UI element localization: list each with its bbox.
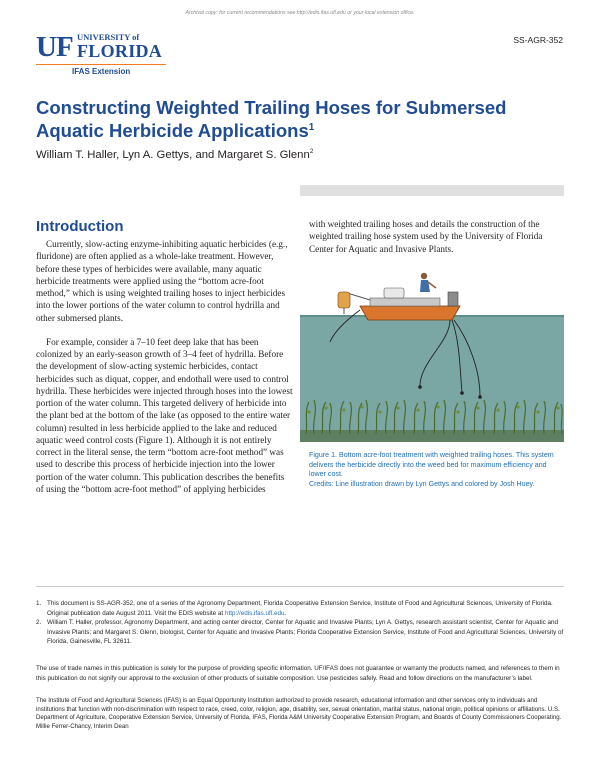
intro-paragraph-2-continued: with weighted trailing hoses and details the construction of the weighted trailing hose system used by the University of Florida Center for Aquatic and Invasive Plants. bbox=[309, 219, 543, 254]
figure-1-caption bbox=[309, 451, 559, 489]
archive-note: Archival copy: for current recommendations see http://edis.ifas.ufl.edu or your local extension office. bbox=[185, 10, 415, 16]
footnote-1-body bbox=[47, 599, 564, 618]
intro-right-column bbox=[309, 218, 567, 255]
footnote-separator bbox=[36, 586, 564, 587]
figure-boat-hull bbox=[360, 306, 460, 320]
authors bbox=[36, 148, 576, 161]
figure-outboard-motor bbox=[448, 292, 458, 306]
intro-left-column bbox=[36, 238, 294, 495]
footnote-1 bbox=[36, 599, 564, 618]
intro-paragraph-1: Currently, slow-acting enzyme-inhibiting aquatic herbicides (e.g., fluridone) are often applied as a whole-lake treatment. However, before these types of herbicides were available, many aquatic herbicide treatments were applied using the “bottom acre-foot method,” which is using weighted trailing hoses to inject herbicides into the lower portions of the water column to control hydrilla and other submersed plants. bbox=[36, 239, 288, 323]
figure-operator-head bbox=[421, 273, 427, 279]
footnote-1-number: 1. bbox=[36, 600, 42, 607]
header-divider-bar bbox=[300, 185, 564, 196]
figure-credits: Credits: Line illustration drawn by Lyn Gettys and colored by Josh Huey. bbox=[309, 479, 535, 488]
logo-university-of: UNIVERSITY of bbox=[77, 32, 140, 42]
figure-caption-text: Figure 1. Bottom acre-foot treatment with weighted trailing hoses. This system delivers the herbicide directly into the weed bed for maximum efficiency and lower cost. bbox=[309, 451, 554, 479]
footnote-2 bbox=[36, 618, 564, 647]
logo-rule bbox=[36, 64, 166, 65]
figure-boat-deck bbox=[370, 298, 440, 306]
edis-link[interactable]: http://edis.ifas.ufl.edu bbox=[224, 609, 285, 617]
title-footnote-ref[interactable]: 1 bbox=[308, 121, 315, 133]
logo-ifas-extension: IFAS Extension bbox=[72, 67, 131, 76]
trade-names-disclaimer: The use of trade names in this publication is solely for the purpose of providing specific information. UF/IFAS does not guarantee or warranty the products named, and references to them in this publication do not signify our approval to the exclusion of other products of suitable composition. Use pesticides safely. Read and follow directions on the manufacturer’s label. bbox=[36, 665, 560, 682]
figure-boom-bucket bbox=[338, 292, 350, 308]
figure-lake-bottom bbox=[300, 430, 564, 442]
logo-uf-mark: UF bbox=[36, 31, 73, 63]
authors-footnote-ref[interactable]: 2 bbox=[309, 148, 314, 155]
authors-text: William T. Haller, Lyn A. Gettys, and Margaret S. Glenn bbox=[36, 148, 310, 161]
article-title bbox=[36, 96, 576, 142]
footnote-2-number: 2. bbox=[36, 619, 42, 626]
footnote-2-text: William T. Haller, professor, Agronomy Department, and acting center director, Center for Aquatic and Invasive Plants; Lyn A. Gettys, research assistant scientist, Center for Aquatic and Invasive Plants; and Margaret S. Glenn, biologist, Center for Aquatic and Invasive Plants; Florida Cooperative Extension Service, Institute of Food and Agricultural Sciences, University of Florida, Gainesville, FL 32611. bbox=[47, 619, 564, 645]
title-text: Constructing Weighted Trailing Hoses for Submersed Aquatic Herbicide Applications bbox=[36, 97, 507, 141]
publication-number: SS-AGR-352 bbox=[513, 35, 563, 45]
introduction-heading: Introduction bbox=[36, 218, 124, 235]
intro-paragraph-2: For example, consider a 7–10 feet deep lake that has been colonized by an early-season growth of 3–4 feet of hydrilla. Before the development of slow-acting systemic herbicides, contact herbicides such as diquat, copper, and endothall were used to control hydrilla. These herbicides were injected through hoses into the lowest portion of the water column. This targeted delivery of herbicide into the plant bed at the bottom of the lake (as opposed to the entire water column) resulted in less herbicide applied to the lake and reduced aquatic weed control costs (Figure 1). Although it is not entirely correct in the literal sense, the term “bottom acre-foot method” was used to describe this process of herbicide injection into the lower portion of the water column. This publication describes the benefits of using the “bottom acre-foot method” of applying herbicides bbox=[36, 336, 293, 494]
footnote-1-text: This document is SS-AGR-352, one of a series of the Agronomy Department, Florida Cooperative Extension Service, Institute of Food and Agricultural Sciences, University of Florida. Original publication date August 2011. Visit the EDIS website at bbox=[47, 600, 553, 617]
uf-ifas-logo[interactable] bbox=[36, 30, 166, 78]
figure-herbicide-tank bbox=[384, 288, 404, 298]
footnote-1-end: . bbox=[284, 609, 287, 617]
logo-florida: FLORIDA bbox=[77, 41, 163, 61]
equal-opportunity-statement: The Institute of Food and Agricultural Sciences (IFAS) is an Equal Opportunity Institution authorized to provide research, educational information and other services only to individuals and institutions that function with non-discrimination with respect to race, creed, color, religion, age, disability, sex, sexual orientation, marital status, national origin, political opinions or affiliations. U.S. Department of Agriculture, Cooperative Extension Service, University of Florida, IFAS, Florida A&M University Cooperative Extension Program, and Boards of County Commissioners Cooperating. Millie Ferrer-Chancy, Interim Dean bbox=[36, 697, 562, 731]
figure-1-illustration bbox=[300, 262, 564, 442]
